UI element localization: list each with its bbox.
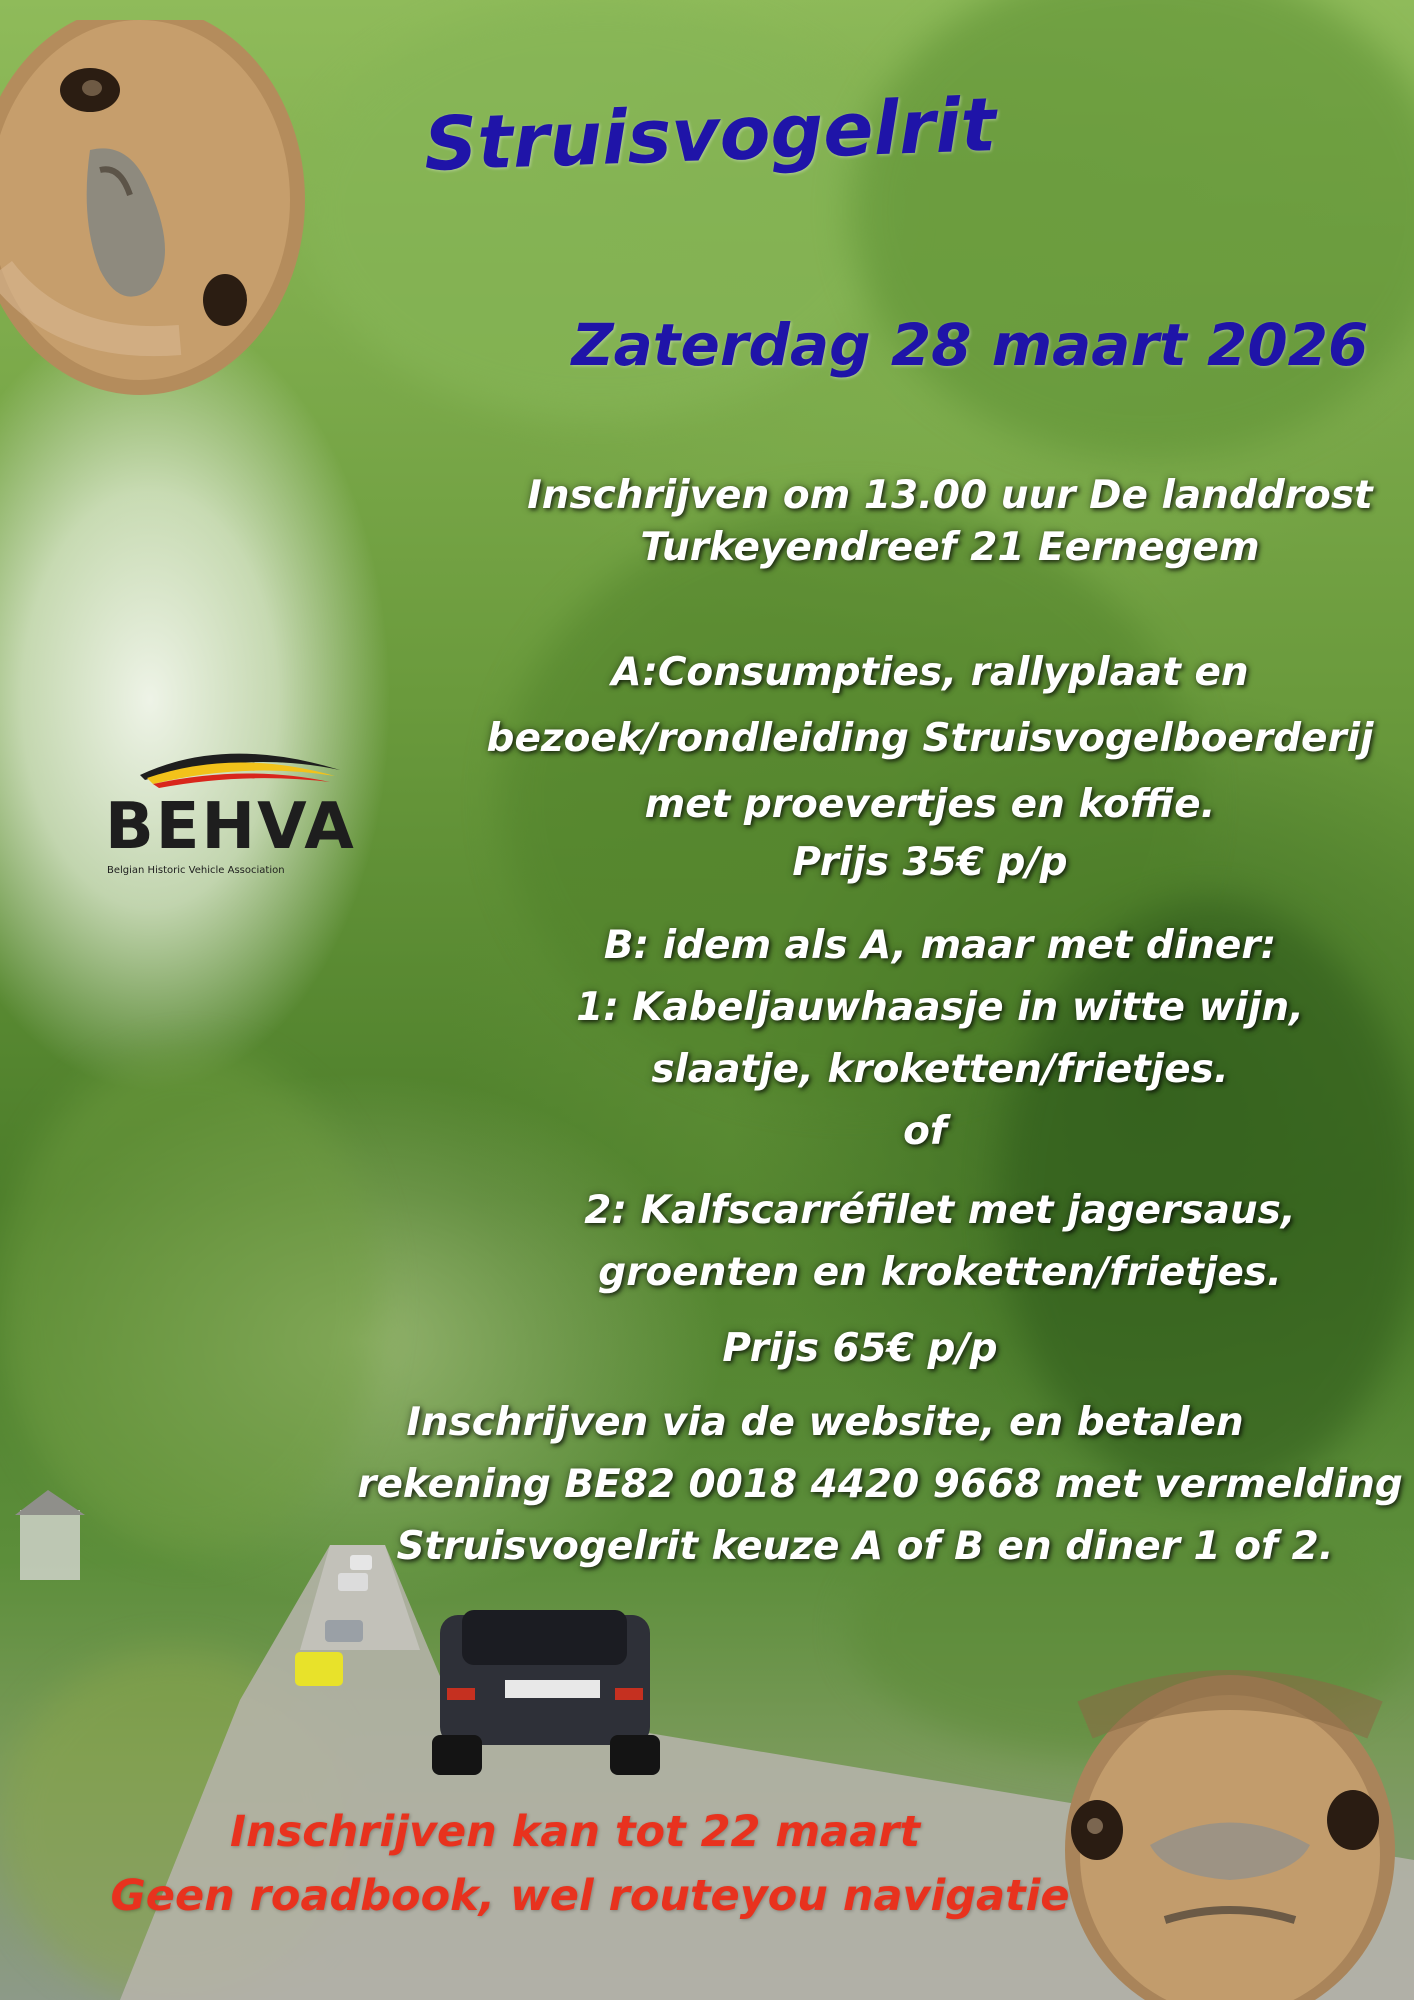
registration-line: Inschrijven om 13.00 uur De landdrost	[527, 473, 1373, 518]
ostrich-head-top-left	[0, 20, 320, 420]
deadline-line: Inschrijven kan tot 22 maart	[230, 1807, 920, 1857]
option-b-line: B: idem als A, maar met diner:	[603, 923, 1277, 968]
deadline-info	[40, 1800, 1140, 1928]
option-a-line: met proevertjes en koffie.	[644, 782, 1216, 827]
payment-line: rekening BE82 0018 4420 9668 met vermelding	[357, 1462, 1403, 1507]
option-b2-line: groenten en kroketten/frietjes.	[598, 1250, 1282, 1295]
payment-line: Struisvogelrit keuze A of B en diner 1 of 2.	[396, 1524, 1334, 1569]
logo-subtitle: Belgian Historic Vehicle Association	[107, 865, 285, 876]
option-b	[520, 915, 1360, 1163]
option-b2-line: 2: Kalfscarréfilet met jagersaus,	[584, 1188, 1296, 1233]
farm-roof	[15, 1490, 85, 1515]
registration-line: Turkeyendreef 21 Eernegem	[640, 525, 1260, 570]
car	[325, 1620, 363, 1642]
belgian-flag-swoosh-icon	[135, 740, 345, 790]
logo-name: BEHVA	[105, 790, 356, 864]
behva-logo	[105, 740, 356, 885]
farm-building	[20, 1510, 80, 1580]
navigation-line: Geen roadbook, wel routeyou navigatie	[110, 1871, 1070, 1921]
car-yellow	[295, 1652, 343, 1686]
option-b-price: Prijs 65€ p/p	[722, 1326, 998, 1371]
option-a	[480, 640, 1380, 896]
option-a-line: bezoek/rondleiding Struisvogelboerderij	[486, 716, 1374, 761]
option-a-price: Prijs 35€ p/p	[792, 840, 1068, 885]
payment-line: Inschrijven via de website, en betalen	[406, 1400, 1244, 1445]
option-b-or: of	[903, 1109, 947, 1154]
option-a-line: A:Consumpties, rallyplaat en	[611, 650, 1249, 695]
event-date: Zaterdag 28 maart 2026	[571, 311, 1369, 379]
payment-info	[340, 1392, 1414, 1578]
option-b-dinner-2	[520, 1180, 1360, 1380]
option-b-line: 1: Kabeljauwhaasje in witte wijn,	[576, 985, 1304, 1030]
option-b-line: slaatje, kroketten/frietjes.	[651, 1047, 1229, 1092]
registration-info	[500, 470, 1400, 574]
event-title: Struisvogelrit	[422, 82, 998, 188]
